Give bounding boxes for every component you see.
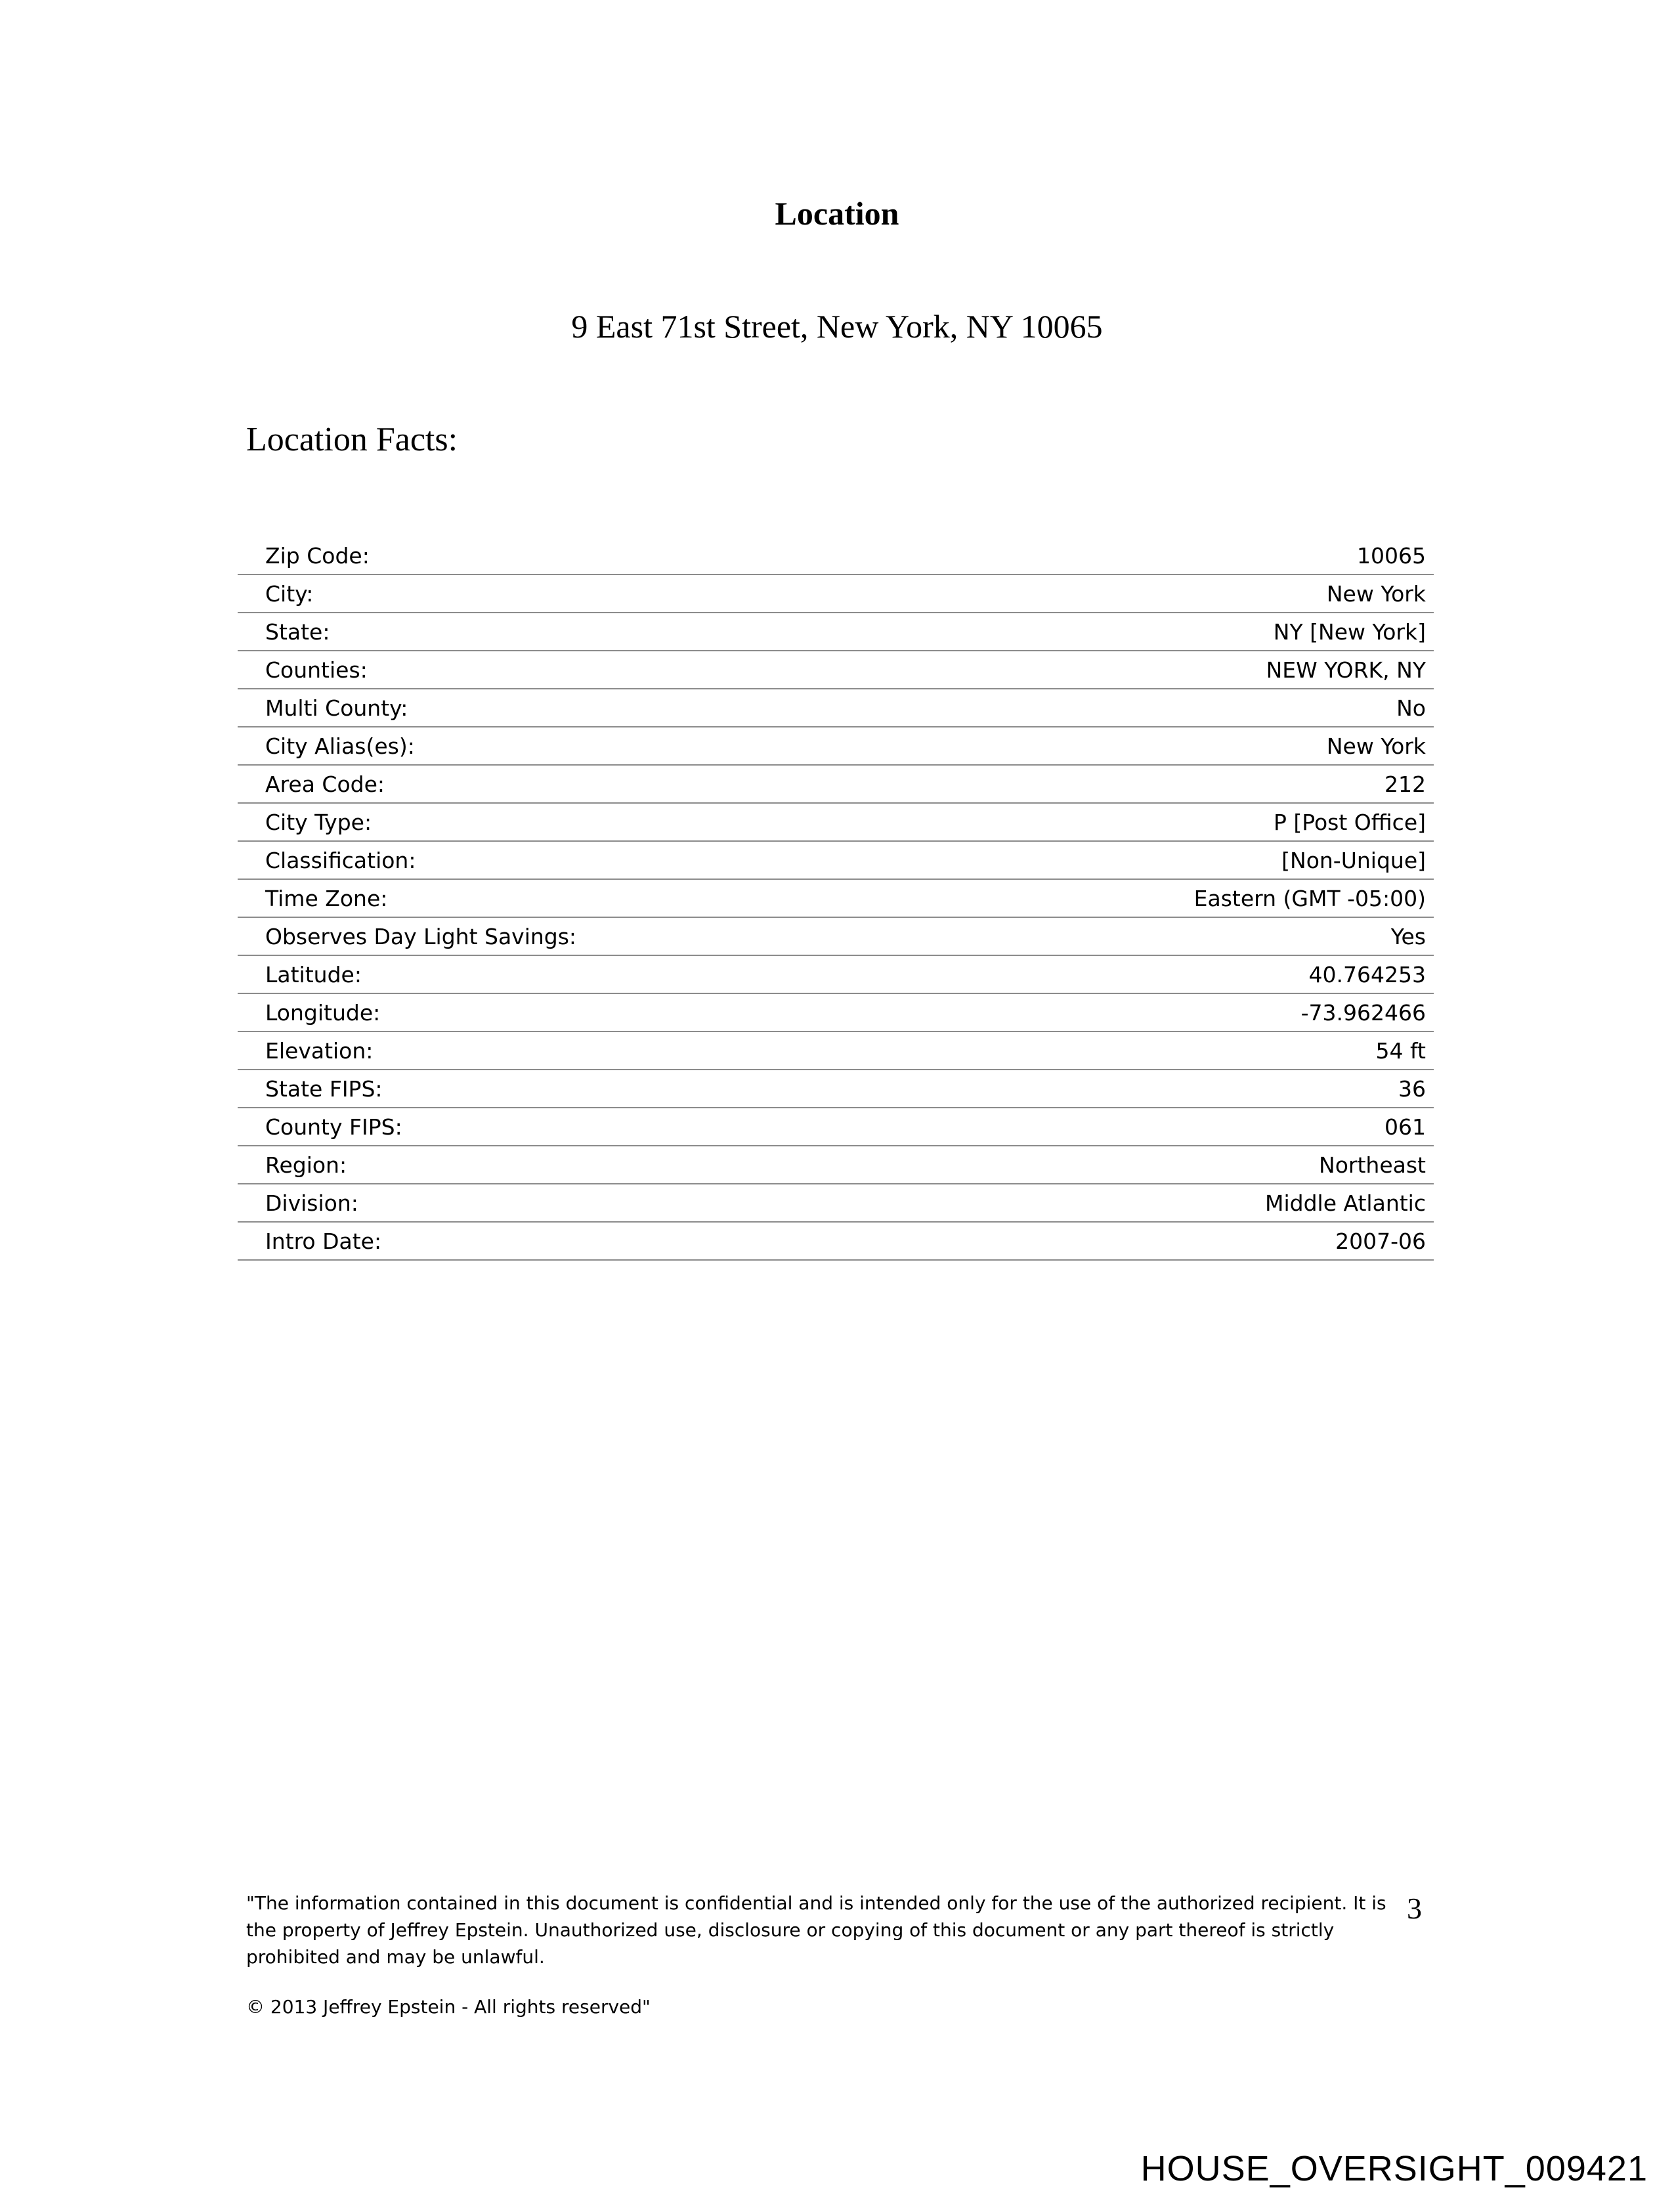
- fact-value: -73.962466: [1300, 999, 1426, 1026]
- fact-label: City Alias(es):: [265, 733, 415, 759]
- address: 9 East 71st Street, New York, NY 10065: [571, 308, 1103, 345]
- fact-value: No: [1396, 695, 1426, 721]
- fact-label: State FIPS:: [265, 1075, 383, 1102]
- fact-row-daylight-savings: [238, 918, 1434, 956]
- fact-value: P [Post Office]: [1274, 809, 1426, 835]
- fact-label: Classification:: [265, 847, 416, 873]
- fact-value: NY [New York]: [1273, 618, 1426, 645]
- fact-value: 36: [1398, 1075, 1426, 1102]
- fact-label: Time Zone:: [265, 885, 388, 911]
- fact-row-counties: [238, 651, 1434, 689]
- fact-row-zip-code: [238, 537, 1434, 575]
- page-title: Location: [775, 195, 899, 232]
- fact-label: Counties:: [265, 657, 368, 683]
- fact-label: Observes Day Light Savings:: [265, 923, 577, 949]
- fact-value: 2007-06: [1335, 1228, 1426, 1254]
- fact-value: Yes: [1390, 923, 1426, 949]
- fact-row-latitude: [238, 956, 1434, 994]
- copyright-notice: © 2013 Jeffrey Epstein - All rights reserved": [246, 1996, 651, 2018]
- fact-label: Area Code:: [265, 771, 385, 797]
- fact-row-intro-date: [238, 1223, 1434, 1261]
- fact-value: 54 ft: [1375, 1037, 1426, 1064]
- fact-row-area-code: [238, 766, 1434, 804]
- page-number: 3: [1407, 1892, 1422, 1925]
- fact-value: New York: [1326, 580, 1426, 607]
- fact-value: [Non-Unique]: [1281, 847, 1426, 873]
- fact-row-multi-county: [238, 689, 1434, 727]
- confidentiality-notice: "The information contained in this document is confidential and is intended only for the use of the authorized recipient. It is the property of Jeffrey Epstein. Unauthorized use, disclosure or copying of this document or any part thereof is strictly prohibited and may be unlawful.: [246, 1892, 1386, 1968]
- fact-label: Latitude:: [265, 961, 362, 987]
- fact-label: City Type:: [265, 809, 372, 835]
- fact-value: NEW YORK, NY: [1266, 657, 1426, 683]
- bates-number: HOUSE_OVERSIGHT_009421: [1140, 2149, 1648, 2188]
- fact-row-classification: [238, 842, 1434, 880]
- fact-label: Region:: [265, 1152, 347, 1178]
- fact-label: Division:: [265, 1190, 358, 1216]
- fact-row-division: [238, 1184, 1434, 1223]
- fact-value: Eastern (GMT -05:00): [1193, 885, 1426, 911]
- fact-row-county-fips: [238, 1108, 1434, 1146]
- fact-value: 40.764253: [1308, 961, 1426, 987]
- facts-table: [238, 537, 1434, 1261]
- fact-label: County FIPS:: [265, 1114, 402, 1140]
- fact-label: City:: [265, 580, 314, 607]
- fact-value: Middle Atlantic: [1265, 1190, 1426, 1216]
- fact-row-city-aliases: [238, 727, 1434, 766]
- fact-label: Longitude:: [265, 999, 381, 1026]
- fact-row-elevation: [238, 1032, 1434, 1070]
- fact-row-city: [238, 575, 1434, 613]
- fact-row-region: [238, 1146, 1434, 1184]
- fact-value: Northeast: [1319, 1152, 1426, 1178]
- fact-label: State:: [265, 618, 330, 645]
- fact-row-city-type: [238, 804, 1434, 842]
- fact-value: 061: [1384, 1114, 1426, 1140]
- fact-label: Zip Code:: [265, 542, 370, 569]
- fact-row-state-fips: [238, 1070, 1434, 1108]
- fact-label: Intro Date:: [265, 1228, 382, 1254]
- fact-value: 10065: [1357, 542, 1426, 569]
- fact-value: 212: [1384, 771, 1426, 797]
- fact-row-time-zone: [238, 880, 1434, 918]
- fact-value: New York: [1326, 733, 1426, 759]
- fact-label: Elevation:: [265, 1037, 374, 1064]
- fact-row-longitude: [238, 994, 1434, 1032]
- facts-heading: Location Facts:: [246, 421, 458, 458]
- fact-row-state: [238, 613, 1434, 651]
- fact-label: Multi County:: [265, 695, 408, 721]
